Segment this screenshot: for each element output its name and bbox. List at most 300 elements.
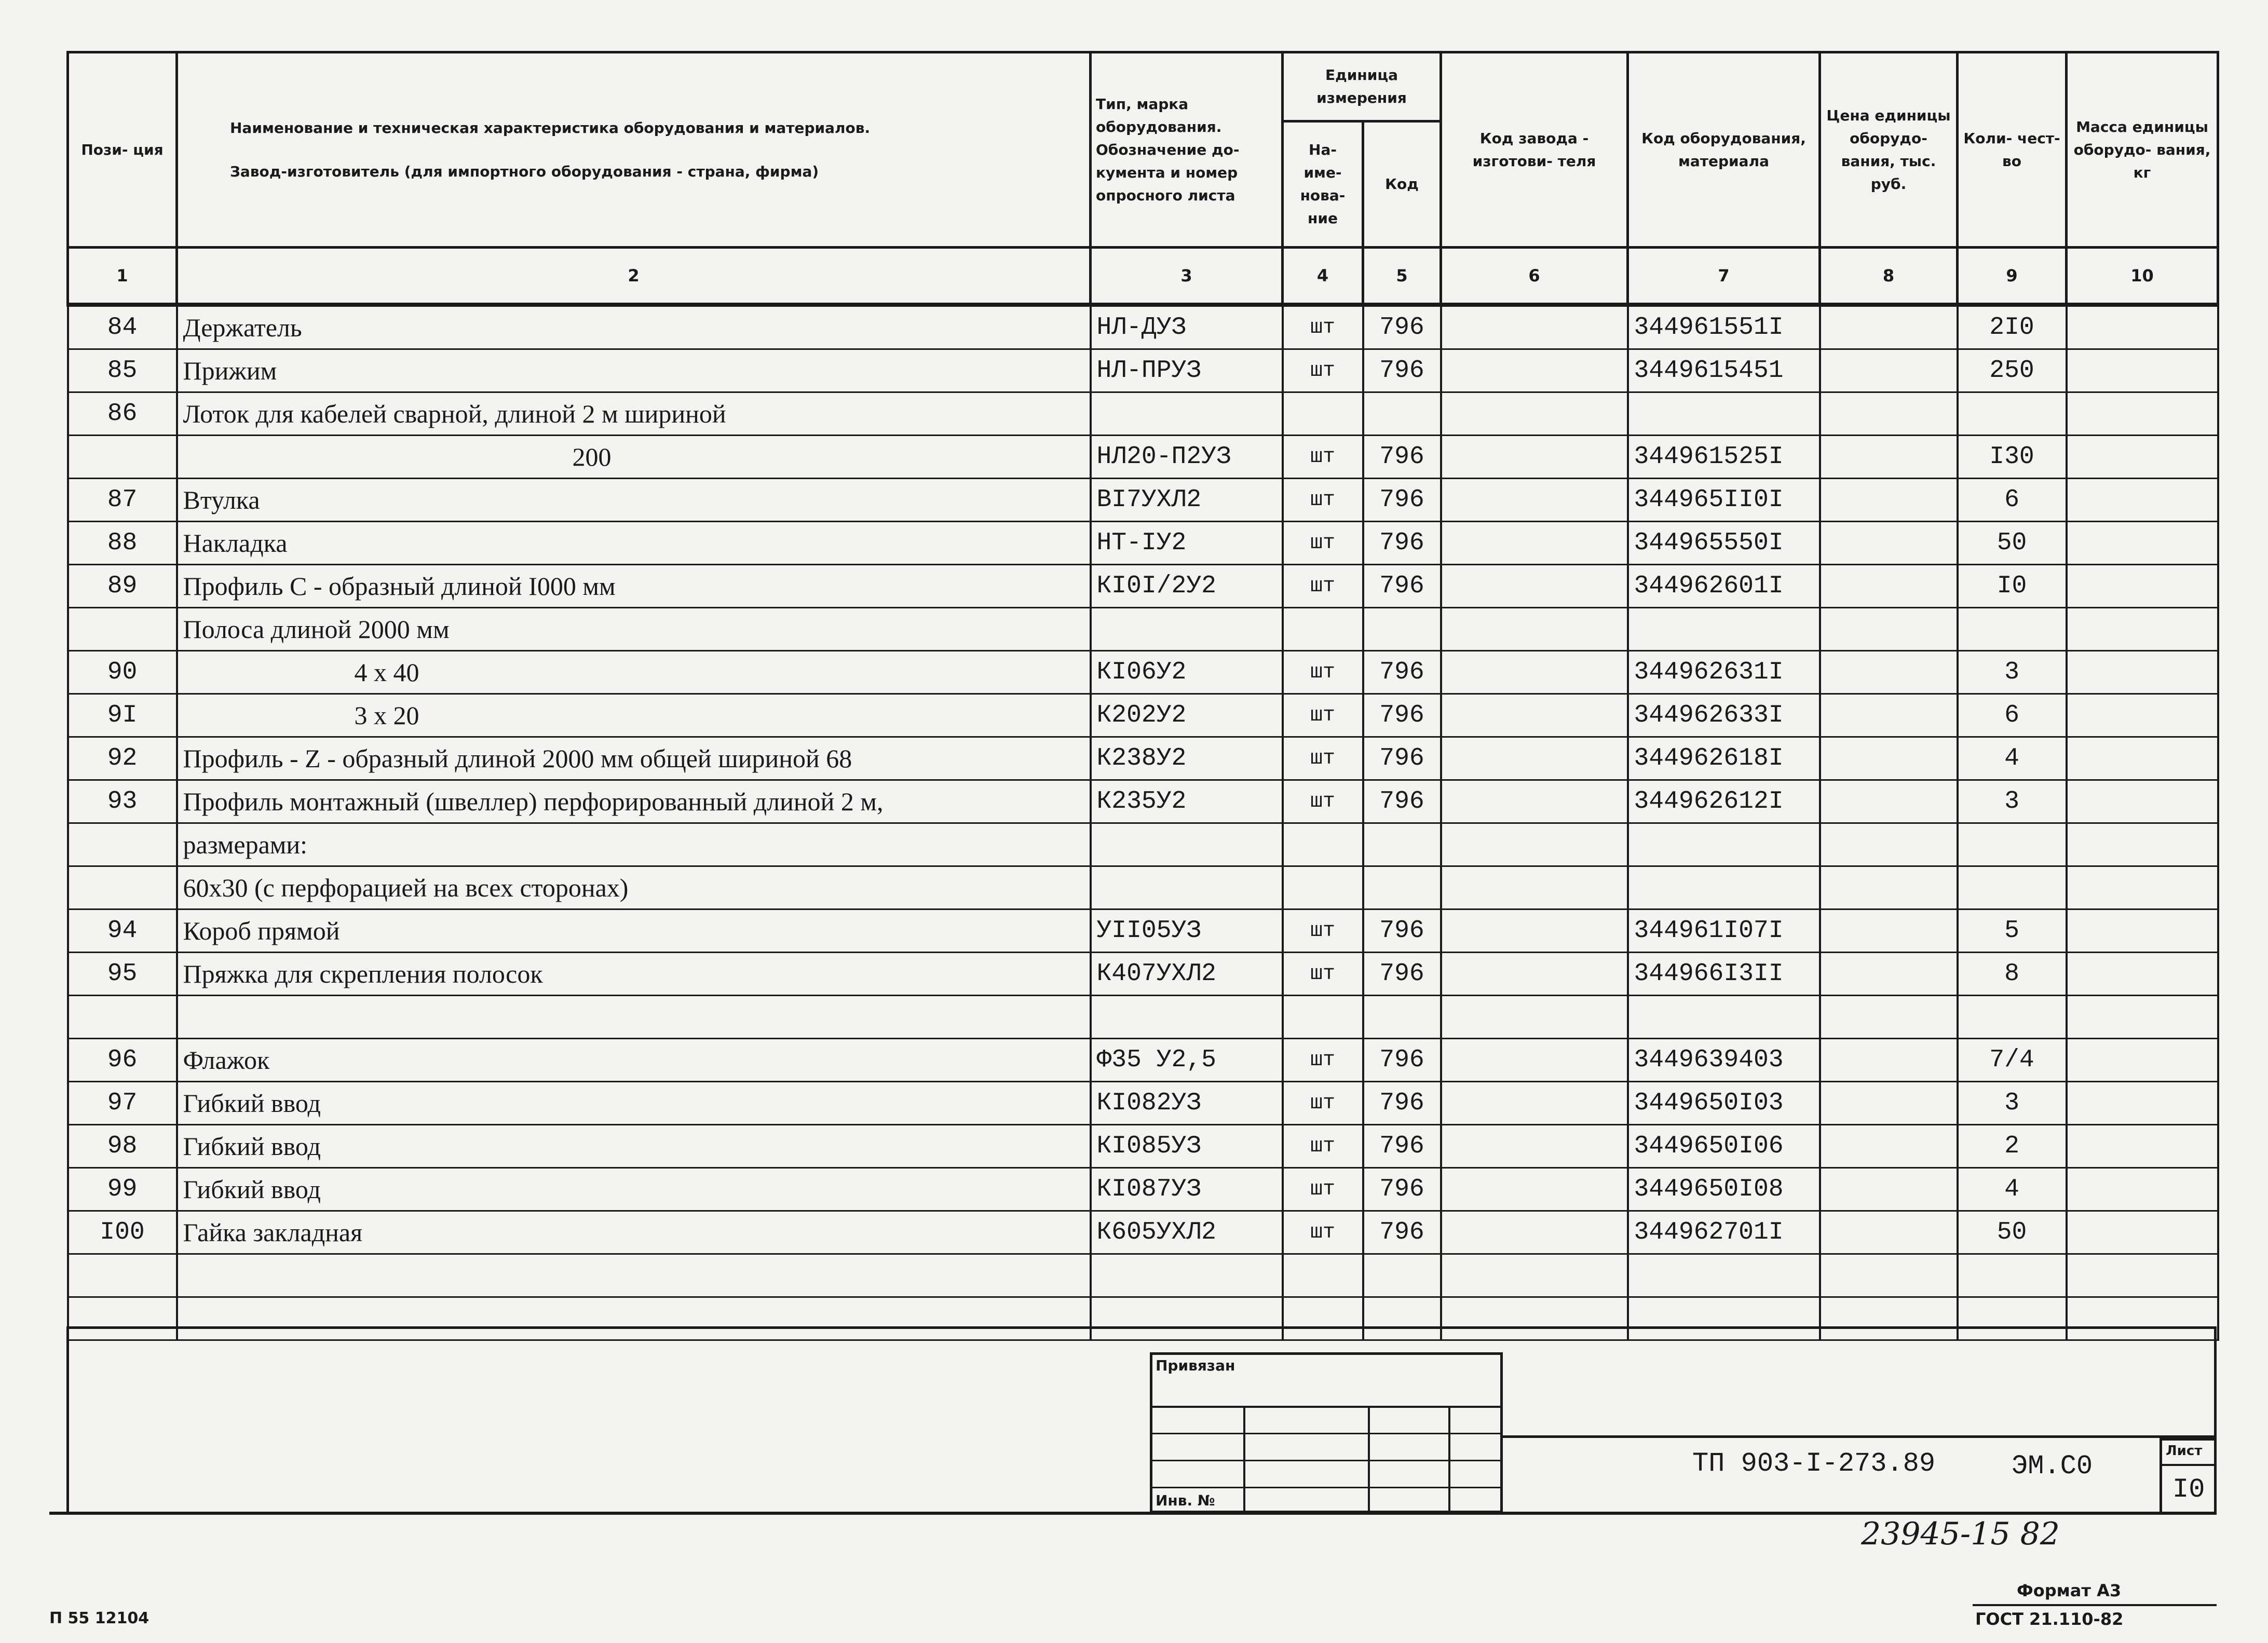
cell-unit-name: шт — [1283, 737, 1363, 780]
cell-unit-code: 796 — [1363, 436, 1441, 479]
cell-position: 87 — [68, 479, 177, 522]
cell-quantity — [1958, 996, 2067, 1039]
cell-unit-price — [1820, 608, 1958, 651]
cell-unit-name: шт — [1283, 522, 1363, 565]
cell-manufacturer-code — [1441, 392, 1628, 436]
cell-quantity: 2I0 — [1958, 305, 2067, 349]
cell-unit-name — [1283, 996, 1363, 1039]
column-number: 5 — [1363, 248, 1441, 305]
cell-unit-price — [1820, 953, 1958, 996]
cell-type-mark: НЛ20-П2УЗ — [1091, 436, 1283, 479]
cell-material-code: 344962612I — [1628, 780, 1820, 823]
format-underline — [1973, 1604, 2217, 1606]
cell-position — [68, 1254, 177, 1297]
cell-unit-mass — [2067, 479, 2218, 522]
header-quantity: Коли- чест- во — [1958, 52, 2067, 248]
cell-unit-name: шт — [1283, 1125, 1363, 1168]
cell-position — [68, 823, 177, 866]
cell-unit-mass — [2067, 1297, 2218, 1340]
cell-material-code — [1628, 1297, 1820, 1340]
table-row — [68, 349, 2218, 392]
cell-unit-name — [1283, 392, 1363, 436]
cell-unit-code: 796 — [1363, 349, 1441, 392]
frame-left-border — [66, 1326, 69, 1513]
cell-item-name: Гибкий ввод — [177, 1168, 1091, 1211]
cell-unit-name: шт — [1283, 780, 1363, 823]
cell-item-name: размерами: — [177, 823, 1091, 866]
cell-item-name: Держатель — [177, 305, 1091, 349]
cell-manufacturer-code — [1441, 1082, 1628, 1125]
cell-unit-code — [1363, 608, 1441, 651]
header-name-line2: Завод-изготовитель (для импортного оборудования - страна, фирма) — [230, 162, 819, 180]
table-row — [68, 737, 2218, 780]
cell-type-mark: УII05УЗ — [1091, 909, 1283, 953]
column-number: 1 — [68, 248, 177, 305]
cell-manufacturer-code — [1441, 953, 1628, 996]
cell-manufacturer-code — [1441, 651, 1628, 694]
cell-unit-mass — [2067, 608, 2218, 651]
cell-quantity: 6 — [1958, 694, 2067, 737]
table-row — [68, 780, 2218, 823]
cell-unit-price — [1820, 1125, 1958, 1168]
cell-type-mark — [1091, 996, 1283, 1039]
cell-material-code: 344966I3II — [1628, 953, 1820, 996]
table-row — [68, 823, 2218, 866]
table-row — [68, 694, 2218, 737]
cell-unit-code: 796 — [1363, 522, 1441, 565]
cell-material-code — [1628, 996, 1820, 1039]
cell-type-mark: Ф35 У2,5 — [1091, 1039, 1283, 1082]
format-label: Формат А3 — [2017, 1581, 2122, 1600]
cell-unit-price — [1820, 866, 1958, 909]
cell-unit-mass — [2067, 953, 2218, 996]
cell-unit-code: 796 — [1363, 1125, 1441, 1168]
cell-quantity: 50 — [1958, 1211, 2067, 1254]
cell-item-name: Гайка закладная — [177, 1211, 1091, 1254]
cell-item-name: Втулка — [177, 479, 1091, 522]
cell-material-code: 344962633I — [1628, 694, 1820, 737]
gost-label: ГОСТ 21.110-82 — [1975, 1609, 2124, 1629]
cell-unit-price — [1820, 479, 1958, 522]
column-number: 6 — [1441, 248, 1628, 305]
cell-quantity — [1958, 608, 2067, 651]
cell-unit-price — [1820, 305, 1958, 349]
cell-unit-name: шт — [1283, 565, 1363, 608]
cell-manufacturer-code — [1441, 694, 1628, 737]
cell-position — [68, 436, 177, 479]
cell-quantity: 8 — [1958, 953, 2067, 996]
cell-unit-code — [1363, 1297, 1441, 1340]
cell-quantity: I0 — [1958, 565, 2067, 608]
cell-type-mark — [1091, 608, 1283, 651]
cell-manufacturer-code — [1441, 1039, 1628, 1082]
table-row — [68, 1039, 2218, 1082]
stamp-line — [1243, 1406, 1245, 1513]
cell-unit-price — [1820, 392, 1958, 436]
cell-unit-price — [1820, 651, 1958, 694]
cell-manufacturer-code — [1441, 780, 1628, 823]
cell-item-name — [177, 996, 1091, 1039]
cell-unit-price — [1820, 436, 1958, 479]
cell-item-name: Короб прямой — [177, 909, 1091, 953]
cell-item-name: Накладка — [177, 522, 1091, 565]
header-name — [177, 52, 1091, 248]
table-bottom-border — [66, 1326, 2217, 1329]
cell-material-code: 3449639403 — [1628, 1039, 1820, 1082]
cell-type-mark: КI087УЗ — [1091, 1168, 1283, 1211]
cell-unit-price — [1820, 780, 1958, 823]
cell-unit-mass — [2067, 1039, 2218, 1082]
cell-unit-price — [1820, 737, 1958, 780]
cell-unit-price — [1820, 349, 1958, 392]
cell-unit-price — [1820, 1168, 1958, 1211]
inventory-number-label: Инв. № — [1156, 1492, 1215, 1509]
cell-unit-code: 796 — [1363, 565, 1441, 608]
table-row — [68, 1254, 2218, 1297]
cell-position — [68, 1297, 177, 1340]
cell-manufacturer-code — [1441, 996, 1628, 1039]
specification-table — [66, 51, 2219, 1341]
cell-item-name: Лоток для кабелей сварной, длиной 2 м шириной — [177, 392, 1091, 436]
cell-unit-mass — [2067, 565, 2218, 608]
cell-item-name: 4 x 40 — [177, 651, 1091, 694]
table-row — [68, 1211, 2218, 1254]
header-position: Пози- ция — [68, 52, 177, 248]
cell-unit-code — [1363, 866, 1441, 909]
cell-position: 90 — [68, 651, 177, 694]
table-row — [68, 996, 2218, 1039]
cell-quantity: 250 — [1958, 349, 2067, 392]
column-number: 4 — [1283, 248, 1363, 305]
cell-unit-name: шт — [1283, 1168, 1363, 1211]
cell-unit-mass — [2067, 866, 2218, 909]
cell-material-code: 344965II0I — [1628, 479, 1820, 522]
cell-type-mark: КI085УЗ — [1091, 1125, 1283, 1168]
table-row — [68, 522, 2218, 565]
cell-manufacturer-code — [1441, 608, 1628, 651]
cell-unit-mass — [2067, 1254, 2218, 1297]
cell-unit-mass — [2067, 436, 2218, 479]
cell-item-name: Прижим — [177, 349, 1091, 392]
table-row — [68, 436, 2218, 479]
cell-position: 9I — [68, 694, 177, 737]
cell-position — [68, 608, 177, 651]
cell-material-code: 3449650I08 — [1628, 1168, 1820, 1211]
cell-unit-mass — [2067, 349, 2218, 392]
cell-unit-code: 796 — [1363, 953, 1441, 996]
cell-position: 89 — [68, 565, 177, 608]
cell-unit-code: 796 — [1363, 305, 1441, 349]
cell-material-code: 344962701I — [1628, 1211, 1820, 1254]
cell-unit-name: шт — [1283, 651, 1363, 694]
header-unit-code: Код — [1363, 121, 1441, 248]
cell-manufacturer-code — [1441, 565, 1628, 608]
frame-bottom-border — [49, 1512, 2217, 1515]
table-row — [68, 1168, 2218, 1211]
cell-unit-code: 796 — [1363, 651, 1441, 694]
table-row — [68, 479, 2218, 522]
cell-quantity: 3 — [1958, 780, 2067, 823]
cell-type-mark: КI082УЗ — [1091, 1082, 1283, 1125]
cell-material-code: 344962631I — [1628, 651, 1820, 694]
cell-unit-code: 796 — [1363, 1168, 1441, 1211]
cell-position: 86 — [68, 392, 177, 436]
cell-item-name: Профиль - Z - образный длиной 2000 мм общей шириной 68 — [177, 737, 1091, 780]
title-block-top — [1503, 1435, 2217, 1438]
cell-manufacturer-code — [1441, 436, 1628, 479]
cell-unit-name: шт — [1283, 305, 1363, 349]
cell-item-name: Гибкий ввод — [177, 1082, 1091, 1125]
cell-material-code: 344961551I — [1628, 305, 1820, 349]
cell-quantity: 4 — [1958, 1168, 2067, 1211]
table-row — [68, 909, 2218, 953]
cell-manufacturer-code — [1441, 909, 1628, 953]
cell-quantity: 6 — [1958, 479, 2067, 522]
cell-material-code: 344961I07I — [1628, 909, 1820, 953]
cell-unit-price — [1820, 694, 1958, 737]
cell-material-code: 344961525I — [1628, 436, 1820, 479]
cell-item-name: Гибкий ввод — [177, 1125, 1091, 1168]
cell-position: 93 — [68, 780, 177, 823]
table-row — [68, 866, 2218, 909]
cell-type-mark — [1091, 1297, 1283, 1340]
cell-unit-code: 796 — [1363, 780, 1441, 823]
cell-quantity: 3 — [1958, 1082, 2067, 1125]
cell-type-mark: НТ-IУ2 — [1091, 522, 1283, 565]
handwritten-number: 23945-15 82 — [1861, 1516, 2060, 1552]
sheet-label: Лист — [2166, 1443, 2203, 1459]
cell-position: 98 — [68, 1125, 177, 1168]
cell-unit-mass — [2067, 392, 2218, 436]
cell-unit-name: шт — [1283, 1082, 1363, 1125]
cell-unit-name: шт — [1283, 479, 1363, 522]
column-number: 9 — [1958, 248, 2067, 305]
cell-unit-name: шт — [1283, 436, 1363, 479]
cell-quantity — [1958, 392, 2067, 436]
cell-type-mark: НЛ-ПРУЗ — [1091, 349, 1283, 392]
cell-type-mark — [1091, 1254, 1283, 1297]
cell-manufacturer-code — [1441, 522, 1628, 565]
cell-quantity: 3 — [1958, 651, 2067, 694]
cell-unit-name — [1283, 823, 1363, 866]
cell-unit-code — [1363, 823, 1441, 866]
cell-unit-code: 796 — [1363, 1211, 1441, 1254]
table-row — [68, 565, 2218, 608]
cell-quantity: 50 — [1958, 522, 2067, 565]
cell-item-name: Флажок — [177, 1039, 1091, 1082]
cell-unit-code: 796 — [1363, 1039, 1441, 1082]
cell-manufacturer-code — [1441, 305, 1628, 349]
cell-unit-mass — [2067, 522, 2218, 565]
cell-type-mark — [1091, 866, 1283, 909]
cell-quantity: 4 — [1958, 737, 2067, 780]
cell-manufacturer-code — [1441, 1125, 1628, 1168]
column-number: 7 — [1628, 248, 1820, 305]
cell-item-name: Полоса длиной 2000 мм — [177, 608, 1091, 651]
cell-position: 85 — [68, 349, 177, 392]
cell-unit-mass — [2067, 1211, 2218, 1254]
cell-unit-name: шт — [1283, 953, 1363, 996]
cell-material-code — [1628, 866, 1820, 909]
cell-item-name — [177, 1297, 1091, 1340]
cell-position: 84 — [68, 305, 177, 349]
table-row — [68, 1297, 2218, 1340]
cell-quantity — [1958, 1297, 2067, 1340]
table-row — [68, 651, 2218, 694]
cell-unit-price — [1820, 565, 1958, 608]
cell-manufacturer-code — [1441, 1211, 1628, 1254]
cell-material-code: 344962618I — [1628, 737, 1820, 780]
cell-unit-mass — [2067, 996, 2218, 1039]
cell-quantity — [1958, 1254, 2067, 1297]
cell-unit-name: шт — [1283, 349, 1363, 392]
cell-type-mark: К407УХЛ2 — [1091, 953, 1283, 996]
cell-item-name — [177, 1254, 1091, 1297]
cell-item-name: Пряжка для скрепления полосок — [177, 953, 1091, 996]
header-manufacturer-code: Код завода - изготови- теля — [1441, 52, 1628, 248]
cell-unit-price — [1820, 522, 1958, 565]
header-price: Цена единицы оборудо- вания, тыс. руб. — [1820, 52, 1958, 248]
column-number: 10 — [2067, 248, 2218, 305]
table-row — [68, 1082, 2218, 1125]
header-unit-group: Единица измерения — [1283, 52, 1441, 121]
cell-quantity: I30 — [1958, 436, 2067, 479]
cell-quantity — [1958, 823, 2067, 866]
cell-manufacturer-code — [1441, 823, 1628, 866]
cell-unit-code — [1363, 1254, 1441, 1297]
header-type: Тип, марка оборудования. Обозначение до-кумента и номер опросного листа — [1091, 52, 1283, 248]
cell-type-mark: К605УХЛ2 — [1091, 1211, 1283, 1254]
cell-unit-price — [1820, 909, 1958, 953]
cell-unit-mass — [2067, 305, 2218, 349]
cell-position — [68, 996, 177, 1039]
header-mass: Масса единицы оборудо- вания, кг — [2067, 52, 2218, 248]
cell-unit-mass — [2067, 909, 2218, 953]
cell-unit-name — [1283, 866, 1363, 909]
cell-manufacturer-code — [1441, 1254, 1628, 1297]
cell-unit-mass — [2067, 694, 2218, 737]
cell-type-mark: ВI7УХЛ2 — [1091, 479, 1283, 522]
cell-item-name: 200 — [177, 436, 1091, 479]
cell-unit-name — [1283, 608, 1363, 651]
cell-item-name: Профиль монтажный (швеллер) перфорированный длиной 2 м, — [177, 780, 1091, 823]
cell-position: 99 — [68, 1168, 177, 1211]
column-number: 8 — [1820, 248, 1958, 305]
print-code: П 55 12104 — [49, 1609, 150, 1627]
cell-unit-mass — [2067, 737, 2218, 780]
cell-unit-mass — [2067, 651, 2218, 694]
cell-material-code: 3449615451 — [1628, 349, 1820, 392]
cell-material-code: 344965550I — [1628, 522, 1820, 565]
cell-position: 97 — [68, 1082, 177, 1125]
cell-unit-code: 796 — [1363, 479, 1441, 522]
table-row — [68, 953, 2218, 996]
cell-unit-code: 796 — [1363, 737, 1441, 780]
cell-material-code — [1628, 823, 1820, 866]
cell-item-name: Профиль С - образный длиной I000 мм — [177, 565, 1091, 608]
cell-unit-code: 796 — [1363, 694, 1441, 737]
cell-manufacturer-code — [1441, 479, 1628, 522]
cell-manufacturer-code — [1441, 1297, 1628, 1340]
cell-unit-mass — [2067, 1125, 2218, 1168]
cell-unit-name — [1283, 1254, 1363, 1297]
cell-position — [68, 866, 177, 909]
cell-unit-name: шт — [1283, 909, 1363, 953]
cell-manufacturer-code — [1441, 1168, 1628, 1211]
cell-type-mark: НЛ-ДУЗ — [1091, 305, 1283, 349]
cell-unit-price — [1820, 1211, 1958, 1254]
sheet-number: I0 — [2172, 1474, 2205, 1505]
cell-manufacturer-code — [1441, 866, 1628, 909]
stamp-line — [1368, 1406, 1370, 1513]
cell-quantity: 7/4 — [1958, 1039, 2067, 1082]
cell-unit-name — [1283, 1297, 1363, 1340]
table-row — [68, 305, 2218, 349]
cell-item-name: 60x30 (с перфорацией на всех сторонах) — [177, 866, 1091, 909]
cell-material-code: 3449650I06 — [1628, 1125, 1820, 1168]
cell-unit-price — [1820, 1082, 1958, 1125]
cell-position: I00 — [68, 1211, 177, 1254]
table-row — [68, 1125, 2218, 1168]
cell-material-code — [1628, 1254, 1820, 1297]
cell-unit-mass — [2067, 1168, 2218, 1211]
cell-position: 88 — [68, 522, 177, 565]
cell-material-code: 344962601I — [1628, 565, 1820, 608]
column-numbers-row — [68, 248, 2218, 305]
cell-unit-price — [1820, 1297, 1958, 1340]
cell-unit-code — [1363, 392, 1441, 436]
cell-material-code — [1628, 608, 1820, 651]
cell-unit-name: шт — [1283, 1039, 1363, 1082]
cell-position: 92 — [68, 737, 177, 780]
document-code: ТП 903-I-273.89 — [1692, 1448, 1936, 1479]
stamp-line — [2160, 1464, 2217, 1466]
cell-position: 94 — [68, 909, 177, 953]
document-mark: ЭМ.С0 — [2012, 1451, 2093, 1482]
cell-type-mark — [1091, 823, 1283, 866]
cell-unit-code: 796 — [1363, 909, 1441, 953]
cell-type-mark: К202У2 — [1091, 694, 1283, 737]
cell-type-mark: КI0I/2У2 — [1091, 565, 1283, 608]
table-row — [68, 608, 2218, 651]
cell-unit-mass — [2067, 780, 2218, 823]
cell-manufacturer-code — [1441, 349, 1628, 392]
cell-material-code — [1628, 392, 1820, 436]
cell-unit-mass — [2067, 1082, 2218, 1125]
column-number: 3 — [1091, 248, 1283, 305]
header-unit-name: На- име- нова- ние — [1283, 121, 1363, 248]
cell-unit-price — [1820, 823, 1958, 866]
cell-quantity: 2 — [1958, 1125, 2067, 1168]
cell-position: 96 — [68, 1039, 177, 1082]
column-number: 2 — [177, 248, 1091, 305]
cell-unit-price — [1820, 996, 1958, 1039]
stamp-line — [1448, 1406, 1450, 1513]
cell-type-mark: К238У2 — [1091, 737, 1283, 780]
cell-manufacturer-code — [1441, 737, 1628, 780]
header-material-code: Код оборудования, материала — [1628, 52, 1820, 248]
cell-unit-code: 796 — [1363, 1082, 1441, 1125]
cell-quantity — [1958, 866, 2067, 909]
privyazan-label: Привязан — [1156, 1357, 1235, 1374]
cell-unit-mass — [2067, 823, 2218, 866]
header-name-line1: Наименование и техническая характеристика оборудования и материалов. — [230, 119, 871, 137]
cell-unit-name: шт — [1283, 1211, 1363, 1254]
cell-material-code: 3449650I03 — [1628, 1082, 1820, 1125]
cell-unit-price — [1820, 1039, 1958, 1082]
cell-type-mark: КI06У2 — [1091, 651, 1283, 694]
cell-type-mark — [1091, 392, 1283, 436]
